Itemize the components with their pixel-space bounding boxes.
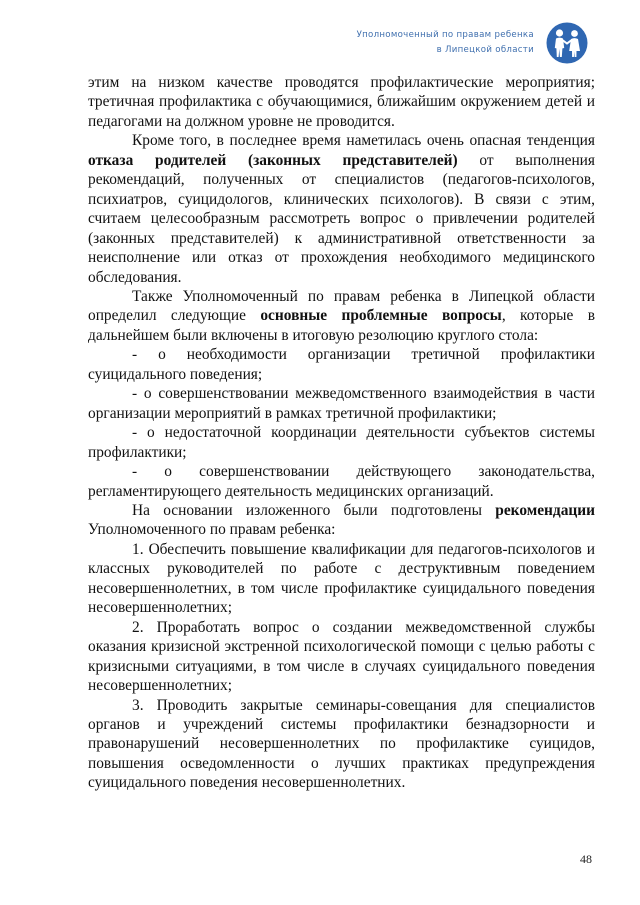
children-silhouette-logo-icon bbox=[546, 22, 588, 64]
header-org-name bbox=[357, 28, 534, 58]
document-body bbox=[88, 73, 595, 793]
paragraph-text: Уполномоченного по правам ребенка: bbox=[88, 521, 336, 539]
paragraph-text: Также Уполномоченный по правам ребенка в Липецкой области определил следующие bbox=[88, 287, 595, 325]
recommendation-item-2: 2. Проработать вопрос о создании межведомственной службы оказания кризисной экстренной психологической помощи с целью работы с кризисными ситуациями, в том числе в случаях суицидального поведения несовершеннолетних; bbox=[88, 618, 595, 695]
paragraph-main-issues bbox=[88, 287, 595, 345]
paragraph-text: , которые в дальнейшем были включены в итоговую резолюцию круглого стола: bbox=[88, 307, 595, 344]
emphasis-main-issues: основные проблемные вопросы bbox=[260, 307, 502, 325]
paragraph-parents-refusal bbox=[88, 131, 595, 287]
issue-item-4: - о совершенствовании действующего законодательства, регламентирующего деятельность медицинских организаций. bbox=[88, 463, 595, 500]
paragraph-text: от выполнения рекомендаций, полученных от специалистов (педагогов-психологов, психиатров, суицидологов, клинических психологов). В связи с этим, считаем целесообразным рассмотреть вопрос о привлечении родителей (законных представителей) к административной ответственности за неисполнение или отказ от прохождения необходимого медицинского обследования. bbox=[88, 151, 595, 286]
issue-item-2: - о совершенствовании межведомственного взаимодействия в части организации мероприятий в рамках третичной профилактики; bbox=[88, 385, 595, 422]
paragraph-text: Кроме того, в последнее время наметилась очень опасная тенденция bbox=[132, 132, 595, 150]
paragraph-text: На основании изложенного были подготовлены bbox=[132, 501, 496, 519]
issue-item-1: - о необходимости организации третичной профилактики суицидального поведения; bbox=[88, 346, 595, 383]
header-org-line-1: Уполномоченный по правам ребенка bbox=[356, 30, 534, 40]
recommendation-item-1: 1. Обеспечить повышение квалификации для педагогов-психологов и классных руководителей по работе с деструктивным поведением несовершеннолетних, в том числе профилактике суицидального поведения несовершеннолетних; bbox=[88, 540, 595, 617]
page-number: 48 bbox=[580, 852, 592, 866]
issue-item-3: - о недостаточной координации деятельности субъектов системы профилактики; bbox=[88, 424, 595, 461]
header-org-line-2: в Липецкой области bbox=[436, 45, 534, 55]
paragraph-continuation: этим на низком качестве проводятся профилактические мероприятия; третичная профилактика с обучающимися, ближайшим окружением детей и педагогами на должном уровне не проводится. bbox=[88, 74, 595, 130]
recommendation-item-3: 3. Проводить закрытые семинары-совещания для специалистов органов и учреждений системы профилактики безнадзорности и правонарушений несовершеннолетних по профилактике суицидов, повышения осведомленности о лучших практиках предупреждения суицидального поведения несовершеннолетних. bbox=[88, 696, 595, 792]
page-header bbox=[357, 22, 588, 64]
emphasis-recommendations: рекомендации bbox=[495, 501, 595, 519]
emphasis-parents-refusal: отказа родителей (законных представителей) bbox=[88, 151, 458, 169]
paragraph-recommendations-intro bbox=[88, 501, 595, 540]
